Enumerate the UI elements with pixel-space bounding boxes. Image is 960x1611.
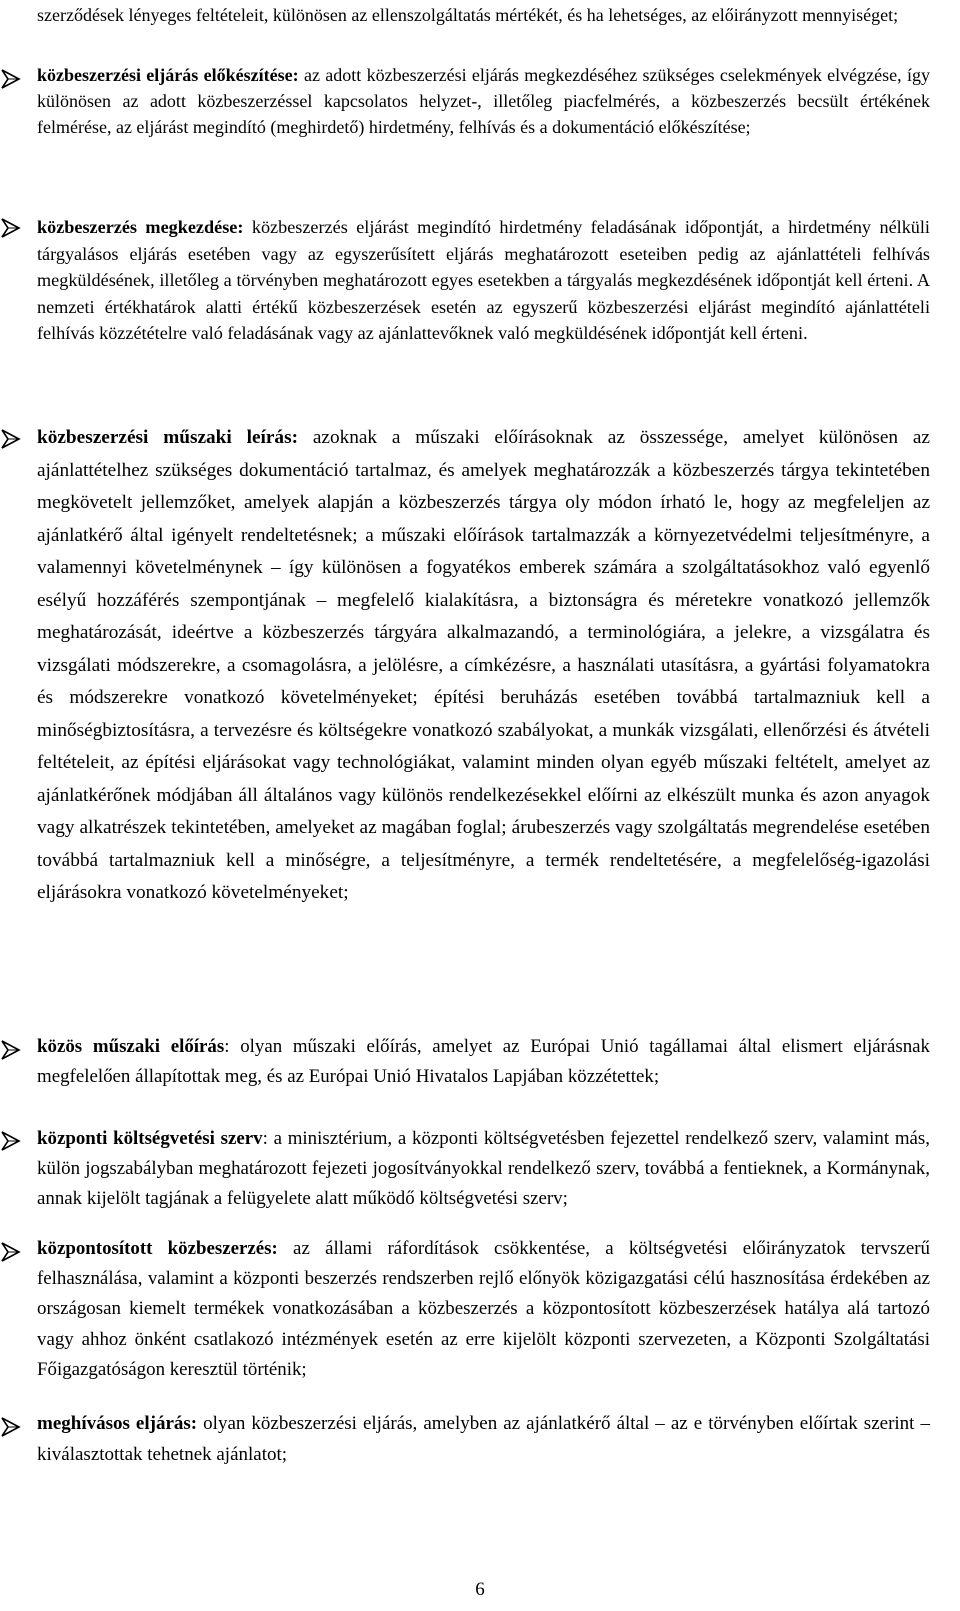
definition-item [37,214,930,347]
page-number: 6 [475,1579,485,1600]
definition-term: központi költségvetési szerv [37,1128,263,1149]
arrowhead-bullet-icon [0,1416,22,1438]
definition-item [37,1409,930,1470]
definition-item [37,1234,930,1385]
intro-paragraph [37,2,930,28]
arrowhead-bullet-icon [0,1039,22,1061]
definition-item [37,422,930,910]
definition-text: olyan közbeszerzési eljárás, amelyben az ajánlatkérő által – az e törvényben előírtak szerint – kiválasztottak tehetnek ajánlatot; [37,1413,930,1465]
arrowhead-bullet-icon [0,1130,22,1152]
definition-item [37,1032,930,1092]
arrowhead-bullet-icon [0,1241,22,1263]
arrowhead-bullet-icon [0,217,22,239]
definition-term: közbeszerzési eljárás előkészítése: [37,65,299,85]
intro-text: szerződések lényeges feltételeit, különösen az ellenszolgáltatás mértékét, és ha lehetséges, az előirányzott mennyiséget; [37,5,899,25]
arrowhead-bullet-icon [0,428,22,450]
definition-text: az állami ráfordítások csökkentése, a költségvetési előirányzatok tervszerű felhasználása, valamint a központi beszerzés rendszerben rejlő előnyök közigazgatási célú hasznosítása érdekében az országosan kiemelt termékek vonatkozásában a közbeszerzés a központosított közbeszerzések hatálya alá tartozó vagy ahhoz önként csatlakozó intézmények esetén az erre kijelölt központi szervezeten, a Központi Szolgáltatási Főigazgatóságon keresztül történik; [37,1238,930,1380]
definition-item [37,1124,930,1215]
definition-item [37,62,930,140]
definition-text: közbeszerzés eljárást megindító hirdetmény feladásának időpontját, a hirdetmény nélküli tárgyalásos eljárás esetében vagy az egyszerűsített eljárás meghatározott eseteiben pedig az ajánlattételi felhívás megküldésének, illetőleg a törvényben meghatározott egyes esetekben a tárgyalás megkezdésének időpontját kell érteni. A nemzeti értékhatárok alatti értékű közbeszerzések esetén az egyszerű közbeszerzési eljárást megindító ajánlattételi felhívás közzétételre való feladásának vagy az ajánlattevőknek való megküldésének időpontját kell érteni. [37,217,930,344]
definition-term: közbeszerzés megkezdése: [37,217,244,237]
definition-text: : olyan műszaki előírás, amelyet az Európai Unió tagállamai által elismert eljárásnak megfelelően állapítottak meg, és az Európai Unió Hivatalos Lapjában közzétettek; [37,1036,930,1088]
definition-text: az adott közbeszerzési eljárás megkezdéséhez szükséges cselekmények elvégzése, így különösen az adott közbeszerzéssel kapcsolatos helyzet-, illetőleg piacfelmérés, a közbeszerzés becsült értékének felmérése, az eljárást megindító (meghirdető) hirdetmény, felhívás és a dokumentáció előkészítése; [37,65,930,137]
definition-term: közös műszaki előírás [37,1036,225,1057]
definition-text: : a minisztérium, a központi költségvetésben fejezettel rendelkező szerv, valamint más, külön jogszabályban meghatározott fejezeti jogosítványokkal rendelkező szerv, továbbá a fentieknek, a Kormánynak, annak kijelölt tagjának a felügyelete alatt működő költségvetési szerv; [37,1128,930,1210]
definition-term: meghívásos eljárás: [37,1413,198,1434]
definition-term: közbeszerzési műszaki leírás: [37,427,298,448]
arrowhead-bullet-icon [0,68,22,90]
definition-text: azoknak a műszaki előírásoknak az összessége, amelyet különösen az ajánlattételhez szükséges dokumentáció tartalmaz, és amelyek meghatározzák a közbeszerzés tárgya tekintetében megkövetelt jellemzőket, amelyek alapján a közbeszerzés tárgya oly módon írható le, hogy az megfeleljen az ajánlatkérő által igényelt rendeltetésnek; a műszaki előírások tartalmazzák a környezetvédelmi teljesítményre, a valamennyi követelménynek – így különösen a fogyatékos emberek számára a szolgáltatásokhoz való egyenlő esélyű hozzáférés szempontjának – megfelelő kialakításra, a biztonságra és méretekre vonatkozó jellemzők meghatározását, ideértve a közbeszerzés tárgyára alkalmazandó, a terminológiára, a jelekre, a vizsgálatra és vizsgálati módszerekre, a csomagolásra, a jelölésre, a címkézésre, a használati utasításra, a gyártási folyamatokra és módszerekre vonatkozó követelményeket; építési beruházás esetében továbbá tartalmazniuk kell a minőségbiztosításra, a tervezésre és költségekre vonatkozó szabályokat, a munkák vizsgálati, ellenőrzési és átvételi feltételeit, az építési eljárásokat vagy technológiákat, valamint minden olyan egyéb műszaki feltételt, amelyet az ajánlatkérőnek módjában áll általános vagy különös rendelkezésekkel előírni az elkészült munka és azon anyagok vagy alkatrészek tekintetében, amelyeket az magában foglal; árubeszerzés vagy szolgáltatás megrendelése esetében továbbá tartalmazniuk kell a minőségre, a teljesítményre, a termék rendeltetésére, a megfelelőség-igazolási eljárásokra vonatkozó követelményeket; [37,427,930,903]
definition-term: központosított közbeszerzés: [37,1238,278,1259]
